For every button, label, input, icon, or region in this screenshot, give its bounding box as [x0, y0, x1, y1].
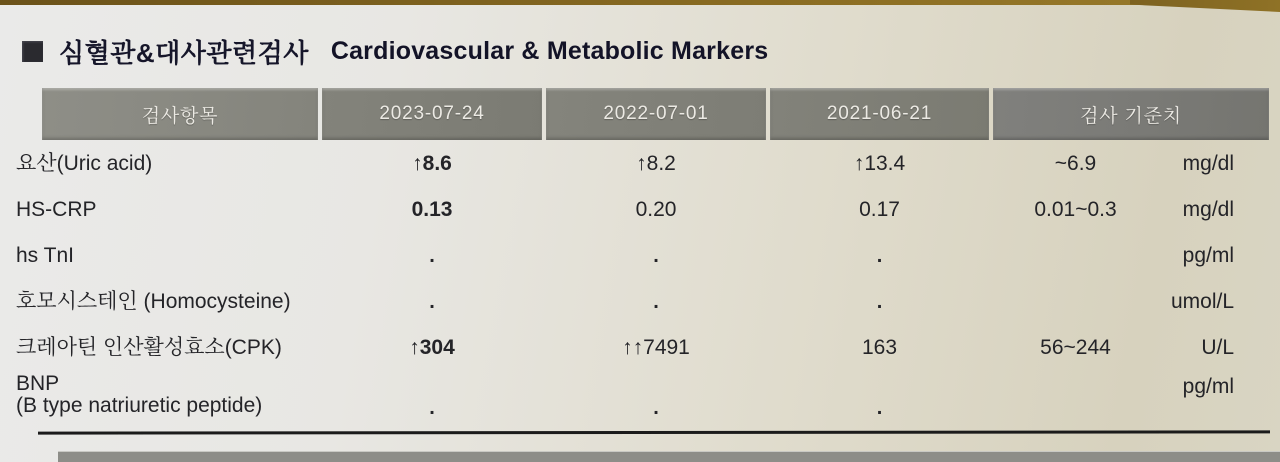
- reference-range: [993, 233, 1158, 279]
- unit: pg/ml: [1182, 375, 1234, 398]
- value-2022: .: [653, 397, 659, 419]
- unit: mg/dl: [1182, 152, 1234, 175]
- table-row: [0, 187, 1280, 233]
- reference-range: 56~244: [1040, 336, 1111, 359]
- value-2022: .: [653, 290, 659, 313]
- value-2021: .: [876, 397, 883, 419]
- column-header-date-2022: 2022-07-01: [546, 88, 766, 140]
- test-name: 요산(Uric acid): [16, 151, 153, 175]
- value-2023: .: [429, 290, 435, 313]
- test-name: 크레아틴 인산활성효소(CPK): [16, 335, 282, 359]
- section-title: [22, 33, 768, 70]
- value-2023: 0.13: [411, 198, 453, 221]
- column-header-reference-range: 검사 기준치: [993, 88, 1269, 140]
- unit: umol/L: [1170, 290, 1234, 313]
- column-header-date-2023: 2023-07-24: [322, 88, 542, 140]
- value-2021: ↑13.4: [853, 152, 906, 175]
- next-section-header-band: [58, 452, 1280, 462]
- desk-edge-strip-right: [1130, 0, 1280, 12]
- value-2023: ↑304: [409, 336, 455, 359]
- test-name: hs TnI: [16, 243, 74, 267]
- value-2021: .: [876, 290, 883, 313]
- desk-edge-strip: [0, 0, 1280, 5]
- table-row: [0, 279, 1280, 325]
- section-title-english: Cardiovascular & Metabolic Markers: [330, 37, 769, 65]
- value-2022: ↑↑7491: [622, 336, 690, 359]
- value-2021: 163: [861, 336, 898, 359]
- table-row: [0, 141, 1280, 187]
- reference-range: [993, 371, 1158, 435]
- test-name: BNP (B type natriuretic peptide): [16, 372, 263, 418]
- unit: pg/ml: [1182, 244, 1234, 267]
- reference-range: ~6.9: [1054, 152, 1097, 175]
- section-title-korean: 심혈관&대사관련검사: [59, 38, 309, 68]
- value-2022: .: [653, 244, 659, 267]
- table-row: [0, 325, 1280, 371]
- test-name: HS-CRP: [16, 197, 97, 221]
- column-header-date-2021: 2021-06-21: [770, 88, 989, 140]
- reference-range: [993, 279, 1158, 325]
- unit: mg/dl: [1182, 198, 1234, 221]
- table-row: [0, 371, 1280, 435]
- value-2023: .: [429, 397, 435, 419]
- value-2023: .: [429, 244, 435, 267]
- test-name: 호모시스테인 (Homocysteine): [16, 289, 291, 313]
- value-2021: .: [876, 244, 883, 267]
- column-header-test-item: 검사항목: [42, 88, 318, 140]
- value-2022: 0.20: [635, 198, 677, 221]
- reference-range: 0.01~0.3: [1034, 198, 1117, 221]
- table-row: [0, 233, 1280, 279]
- square-bullet-icon: [22, 41, 43, 62]
- value-2021: 0.17: [859, 198, 900, 221]
- unit: U/L: [1201, 336, 1234, 359]
- value-2022: ↑8.2: [636, 152, 676, 175]
- results-table-body: [0, 141, 1280, 435]
- value-2023: ↑8.6: [412, 152, 452, 175]
